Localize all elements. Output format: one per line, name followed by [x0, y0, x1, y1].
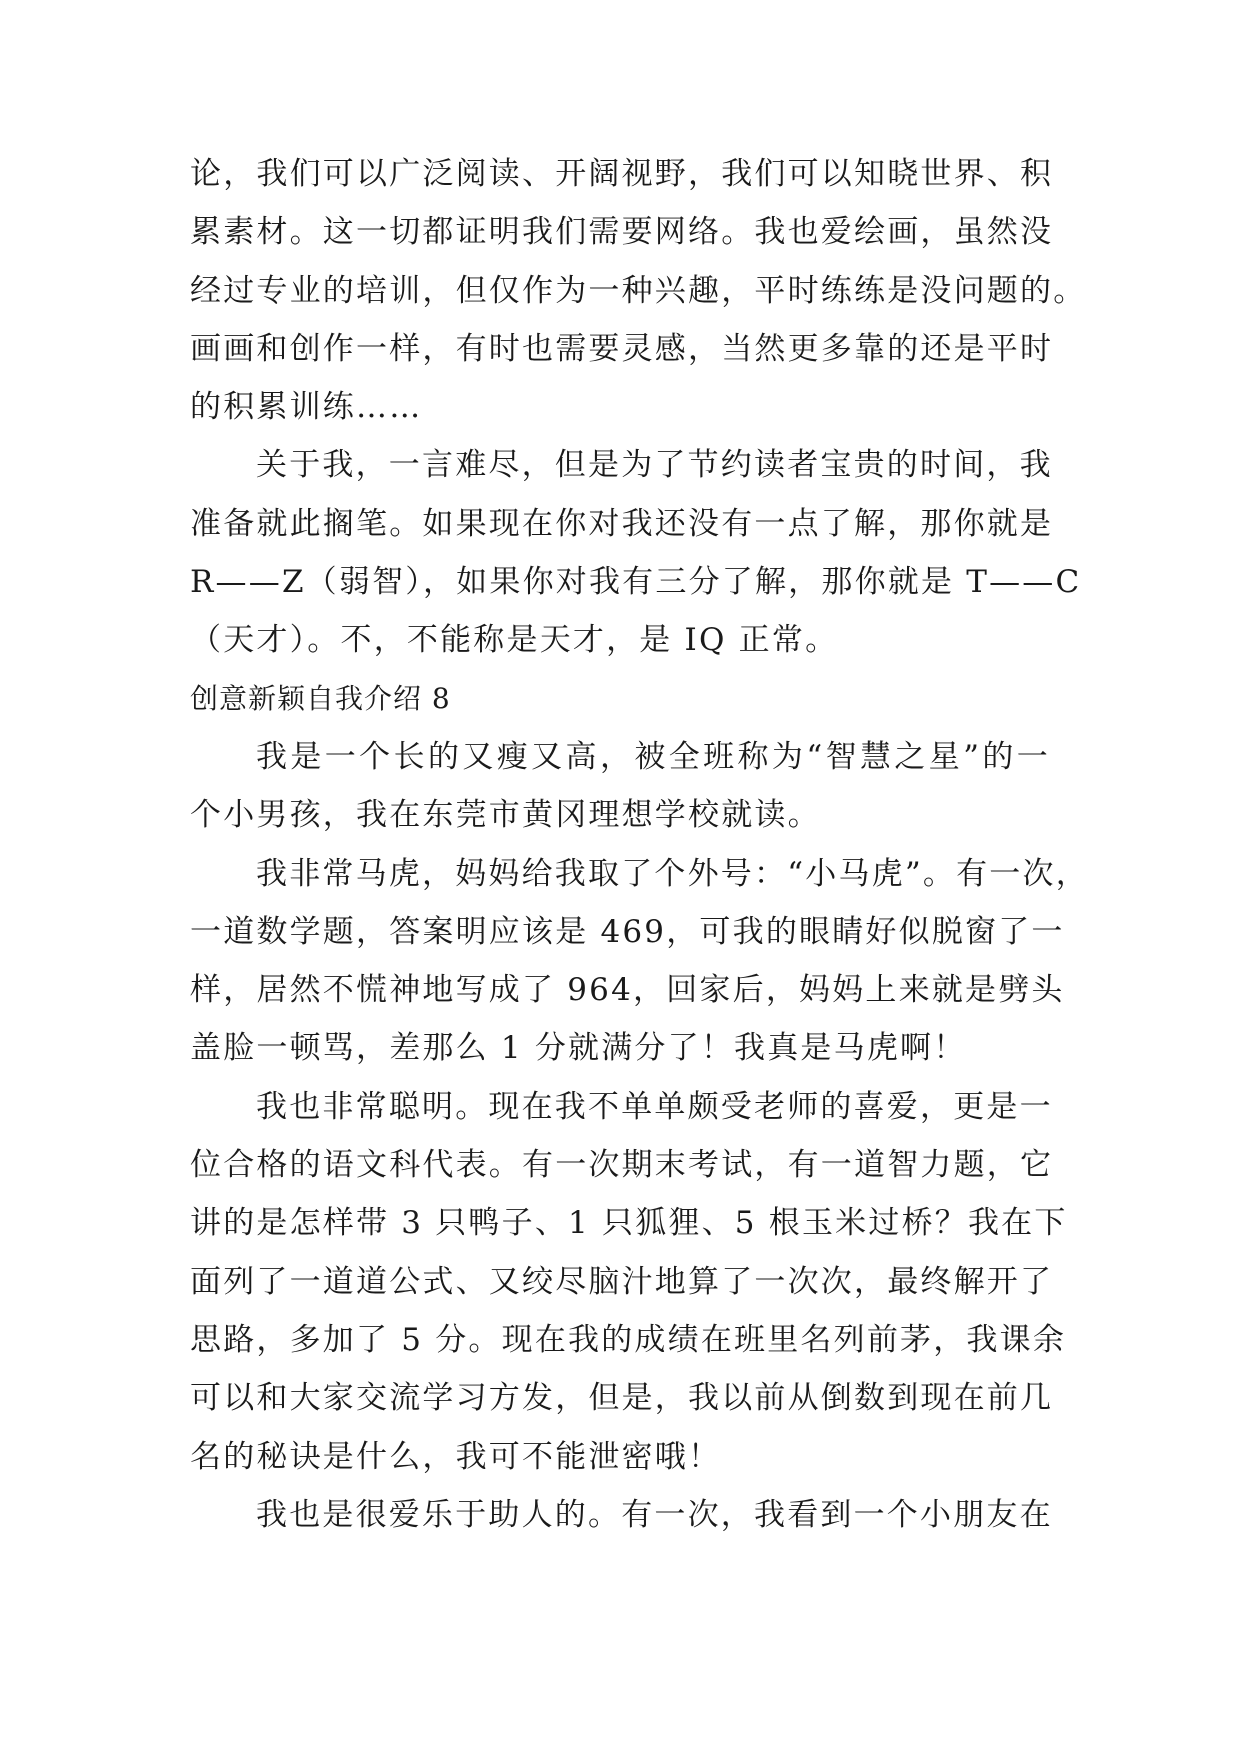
text-line: 准备就此搁笔。如果现在你对我还没有一点了解，那你就是: [190, 505, 1054, 542]
text-line: 个小男孩，我在东莞市黄冈理想学校就读。: [190, 797, 821, 834]
text-line: 面列了一道道公式、又绞尽脑汁地算了一次次，最终解开了: [190, 1263, 1054, 1300]
text-line: 我也是很爱乐于助人的。有一次，我看到一个小朋友在: [256, 1496, 1053, 1533]
text-line: 思路，多加了 5 分。现在我的成绩在班里名列前茅，我课余: [190, 1321, 1067, 1358]
text-line: 我非常马虎，妈妈给我取了个外号：“小马虎”。有一次，: [256, 855, 1089, 892]
text-line: 盖脸一顿骂，差那么 1 分就满分了！我真是马虎啊！: [190, 1030, 967, 1067]
text-line: 一道数学题，答案明应该是 469，可我的眼睛好似脱窗了一: [190, 913, 1065, 950]
text-line: 画画和创作一样，有时也需要灵感，当然更多靠的还是平时: [190, 330, 1054, 367]
text-line: 名的秘诀是什么，我可不能泄密哦！: [190, 1438, 722, 1475]
text-line: 可以和大家交流学习方发，但是，我以前从倒数到现在前几: [190, 1380, 1054, 1417]
text-line: 的积累训练……: [190, 389, 423, 426]
text-line: 位合格的语文科代表。有一次期末考试，有一道智力题，它: [190, 1147, 1054, 1184]
text-line: R——Z（弱智），如果你对我有三分了解，那你就是 T——C: [190, 564, 1082, 601]
text-line: 累素材。这一切都证明我们需要网络。我也爱绘画，虽然没: [190, 214, 1054, 251]
text-line: 关于我，一言难尽，但是为了节约读者宝贵的时间，我: [256, 447, 1053, 484]
text-line: 样，居然不慌神地写成了 964，回家后，妈妈上来就是劈头: [190, 972, 1065, 1009]
text-line: 讲的是怎样带 3 只鸭子、1 只狐狸、5 根玉米过桥？我在下: [190, 1205, 1068, 1242]
text-line: 我是一个长的又瘦又高，被全班称为“智慧之星”的一: [256, 738, 1050, 775]
text-line: （天才）。不，不能称是天才，是 IQ 正常。: [190, 622, 839, 659]
text-line: 经过专业的培训，但仅作为一种兴趣，平时练练是没问题的。: [190, 272, 1087, 309]
text-line: 论，我们可以广泛阅读、开阔视野，我们可以知晓世界、积: [190, 156, 1054, 192]
section-heading: 创意新颖自我介绍 8: [190, 681, 451, 715]
text-line: 我也非常聪明。现在我不单单颇受老师的喜爱，更是一: [256, 1088, 1053, 1125]
document-page: [190, 145, 1089, 1544]
